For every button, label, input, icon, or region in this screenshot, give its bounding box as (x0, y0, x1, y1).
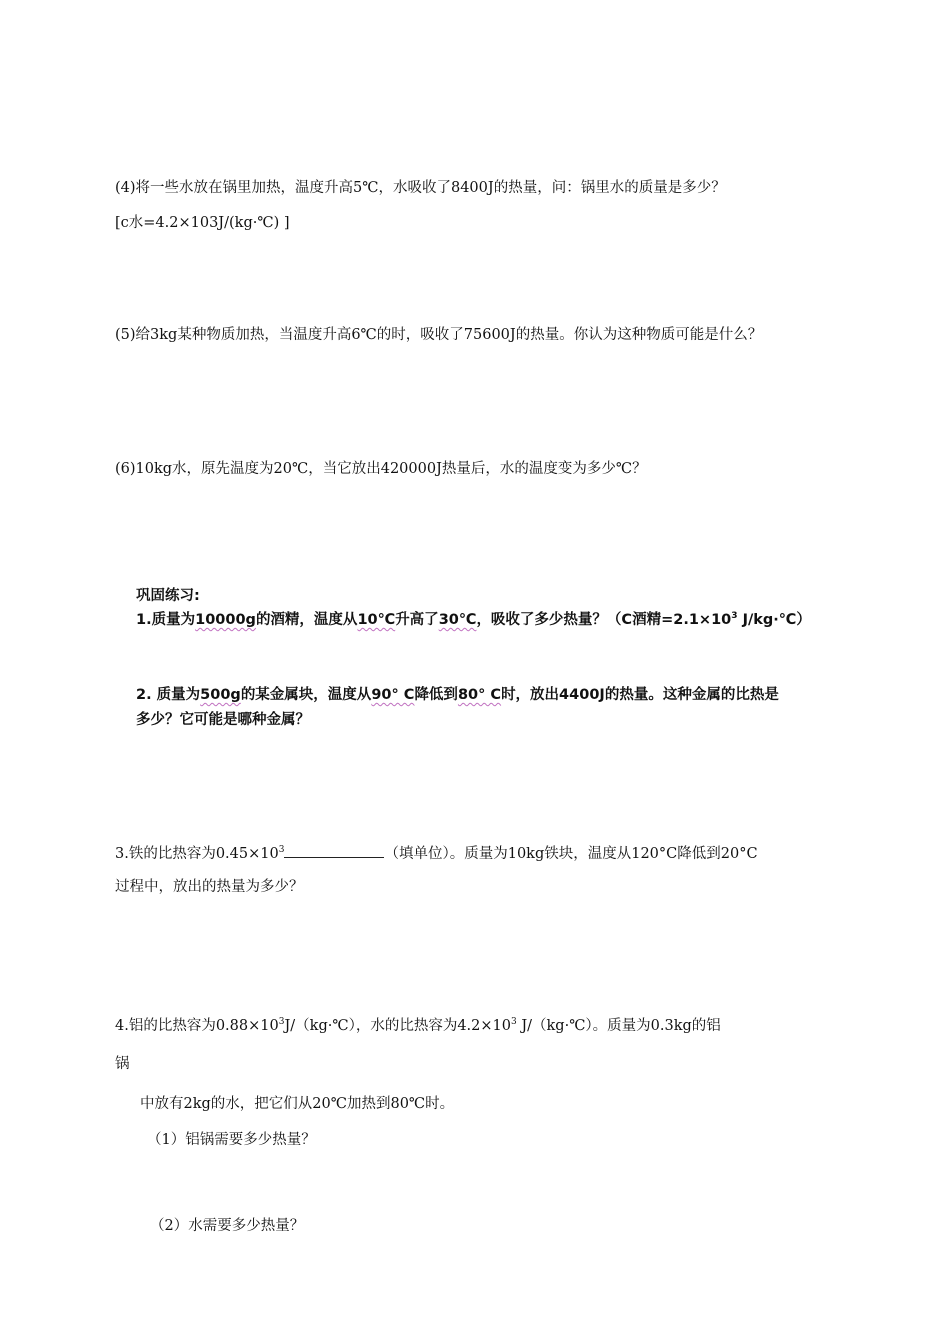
practice-3-part: 3.铁的比热容为0.45×10 (115, 846, 279, 862)
question-4-text: (4)将一些水放在锅里加热，温度升高5℃，水吸收了8400J的热量，问：锅里水的质量是多少？ (115, 180, 726, 196)
practice-4-sub-question-2: （2）水需要多少热量？ (150, 1218, 305, 1234)
practice-1-part: ，吸收了多少热量？（C酒精=2.1×10 (476, 612, 732, 628)
practice-2-start-temp: 90° C (371, 687, 415, 703)
practice-2-mass: 500g (200, 687, 241, 703)
practice-1-part: 1.质量为 (136, 612, 196, 628)
practice-1-rise: 30℃ (438, 612, 477, 628)
practice-3-part: （填单位）。质量为10kg铁块，温度从120°C降低到20°C (384, 846, 758, 862)
practice-3-text (115, 843, 758, 864)
practice-2-text (136, 685, 779, 705)
practice-2-text-line2: 多少？它可能是哪种金属？ (136, 712, 310, 728)
practice-4-sub-question-1: （1）铝锅需要多少热量？ (147, 1132, 316, 1148)
practice-1-part: J/kg·℃） (737, 612, 811, 628)
practice-4-exponent: 3 (278, 1017, 285, 1028)
practice-1-mass: 10000g (195, 612, 256, 628)
unit-blank-field[interactable] (284, 843, 384, 858)
practice-4-text-line3: 中放有2kg的水，把它们从20℃加热到80℃时。 (140, 1096, 455, 1112)
practice-1-part: 的酒精，温度从 (255, 612, 358, 628)
practice-1-part: 升高了 (395, 612, 439, 628)
practice-2-end-temp: 80° C (457, 687, 502, 703)
practice-2-part: 2. 质量为 (136, 687, 201, 703)
practice-3-exponent: 3 (278, 845, 285, 856)
practice-4-text (115, 1016, 721, 1036)
practice-1-start-temp: 10℃ (357, 612, 396, 628)
practice-4-part: 4.铝的比热容为0.88×10 (115, 1018, 279, 1034)
practice-4-part: J/（kg·℃），水的比热容为4.2×10 (284, 1018, 511, 1034)
practice-2-part: 时，放出4400J的热量。这种金属的比热是 (501, 687, 779, 703)
practice-4-exponent: 3 (510, 1017, 517, 1028)
question-4-constant: [c水=4.2×103J/(kg·℃) ] (115, 215, 290, 231)
practice-4-text-line2: 锅 (115, 1056, 130, 1072)
practice-4-part: J/（kg·℃）。质量为0.3kg的铝 (516, 1018, 721, 1034)
practice-1-exponent: 3 (731, 611, 738, 622)
question-6-text: (6)10kg水，原先温度为20℃，当它放出420000J热量后，水的温度变为多少℃？ (115, 461, 647, 477)
practice-2-part: 的某金属块，温度从 (240, 687, 372, 703)
practice-heading: 巩固练习: (136, 588, 200, 604)
question-5-text: (5)给3kg某种物质加热，当温度升高6℃的时，吸收了75600J的热量。你认为这种物质可能是什么？ (115, 327, 763, 343)
practice-2-part: 降低到 (414, 687, 458, 703)
practice-1-text (136, 610, 811, 630)
practice-3-text-line2: 过程中，放出的热量为多少？ (115, 879, 304, 895)
